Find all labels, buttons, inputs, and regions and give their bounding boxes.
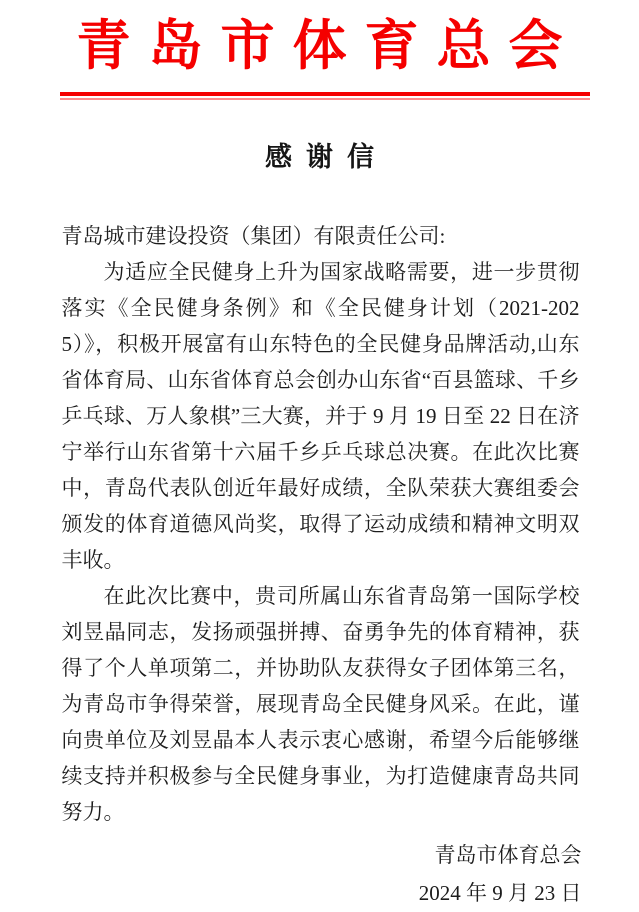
letterhead-rule-thick bbox=[60, 92, 590, 96]
letterhead-rule-thin bbox=[60, 98, 590, 100]
letterhead-org-name: 青岛市体育总会 bbox=[14, 14, 639, 78]
letter-title: 感谢信 bbox=[14, 142, 639, 172]
letterhead-rules bbox=[60, 92, 590, 100]
signature-block bbox=[14, 836, 626, 912]
salutation: 青岛城市建设投资（集团）有限责任公司: bbox=[62, 218, 580, 254]
paragraph-2: 在此次比赛中，贵司所属山东省青岛第一国际学校刘昱晶同志，发扬顽强拼搏、奋勇争先的体育精神，获得了个人单项第二，并协助队友获得女子团体第三名，为青岛市争得荣誉，展现青岛全民健身风采。在此，谨向贵单位及刘昱晶本人表示衷心感谢，希望今后能够继续支持并积极参与全民健身事业，为打造健康青岛共同努力。 bbox=[62, 578, 580, 830]
paragraph-1: 为适应全民健身上升为国家战略需要，进一步贯彻落实《全民健身条例》和《全民健身计划（2021-2025）》，积极开展富有山东特色的全民健身品牌活动,山东省体育局、山东省体育总会创办山东省“百县篮球、千乡乒乓球、万人象棋”三大赛，并于 9 月 19 日至 22 日在济宁举行山东省第十六届千乡乒乓球总决赛。在此次比赛中，青岛代表队创近年最好成绩，全队荣获大赛组委会颁发的体育道德风尚奖，取得了运动成绩和精神文明双丰收。 bbox=[62, 254, 580, 578]
signature-org: 青岛市体育总会 bbox=[14, 836, 582, 874]
letter-body bbox=[14, 142, 626, 912]
signature-date: 2024 年 9 月 23 日 bbox=[14, 874, 582, 912]
letter-content bbox=[62, 218, 580, 830]
letterhead bbox=[14, 14, 626, 100]
letter-page bbox=[14, 0, 626, 845]
